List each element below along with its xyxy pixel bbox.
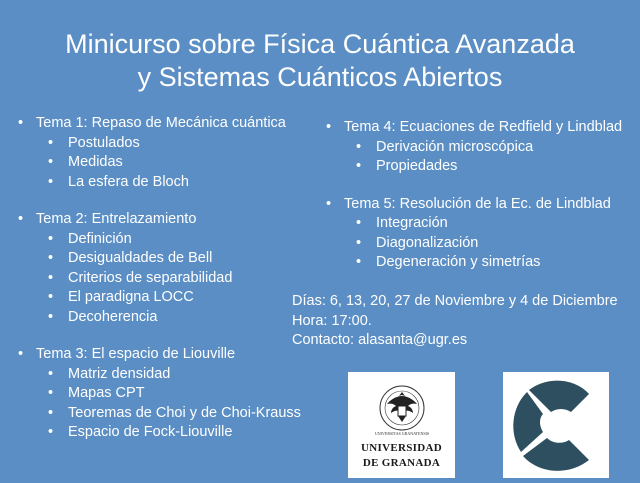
subtopic-item: • La esfera de Bloch — [16, 173, 316, 193]
subtopic-item: • Criterios de separabilidad — [16, 269, 316, 289]
topic-1 — [16, 114, 316, 192]
subtopic-item: • Matriz densidad — [16, 365, 316, 385]
topic-4 — [324, 118, 634, 177]
subtopic-item: • Decoherencia — [16, 308, 316, 328]
topic-label: • Tema 4: Ecuaciones de Redfield y Lindblad — [324, 118, 634, 138]
subtopic-item: • Mapas CPT — [16, 384, 316, 404]
contact-text: Contacto: alasanta@ugr.es — [292, 332, 468, 348]
subtopic-item: • Integración — [324, 214, 634, 234]
subtopic-item: • Desigualdades de Bell — [16, 249, 316, 269]
subtopic-list — [16, 134, 316, 193]
eagle-crest-icon — [374, 382, 430, 440]
subtopic-item: • Derivación microscópica — [324, 138, 634, 158]
subtopic-list — [16, 230, 316, 328]
subtopic-list — [324, 214, 634, 273]
topic-label: • Tema 5: Resolución de la Ec. de Lindblad — [324, 195, 634, 215]
subtopic-item: • El paradigna LOCC — [16, 288, 316, 308]
left-topic-column — [16, 114, 316, 443]
ugr-name-line-1: UNIVERSIDAD — [361, 442, 442, 454]
dates-text: Días: 6, 13, 20, 27 de Noviembre y 4 de Diciembre — [292, 293, 618, 309]
page-title — [0, 28, 640, 94]
ugr-seal-text: UNIVERSITAS GRANATENSIS — [374, 431, 430, 436]
subtopic-item: • Diagonalización — [324, 234, 634, 254]
c-logo-icon — [503, 372, 609, 478]
topic-5 — [324, 195, 634, 273]
right-topic-column — [324, 118, 634, 273]
c-logo — [503, 372, 609, 478]
topic-3 — [16, 345, 316, 443]
subtopic-list — [16, 365, 316, 443]
subtopic-item: • Postulados — [16, 134, 316, 154]
course-info — [292, 292, 618, 351]
subtopic-item: • Degeneración y simetrías — [324, 253, 634, 273]
topic-label: • Tema 1: Repaso de Mecánica cuántica — [16, 114, 316, 134]
time-text: Hora: 17:00. — [292, 312, 372, 329]
topic-2 — [16, 210, 316, 327]
topic-label: • Tema 2: Entrelazamiento — [16, 210, 316, 230]
title-line-2: y Sistemas Cuánticos Abiertos — [137, 62, 503, 92]
ugr-logo — [348, 372, 455, 478]
subtopic-item: • Propiedades — [324, 157, 634, 177]
subtopic-item: • Teoremas de Choi y de Choi-Krauss — [16, 404, 316, 424]
subtopic-item: • Definición — [16, 230, 316, 250]
subtopic-item: • Espacio de Fock-Liouville — [16, 423, 316, 443]
title-line-1: Minicurso sobre Física Cuántica Avanzada — [65, 29, 575, 59]
subtopic-item: • Medidas — [16, 153, 316, 173]
topic-label: • Tema 3: El espacio de Liouville — [16, 345, 316, 365]
ugr-name-line-2: DE GRANADA — [362, 457, 441, 469]
subtopic-list — [324, 138, 634, 177]
